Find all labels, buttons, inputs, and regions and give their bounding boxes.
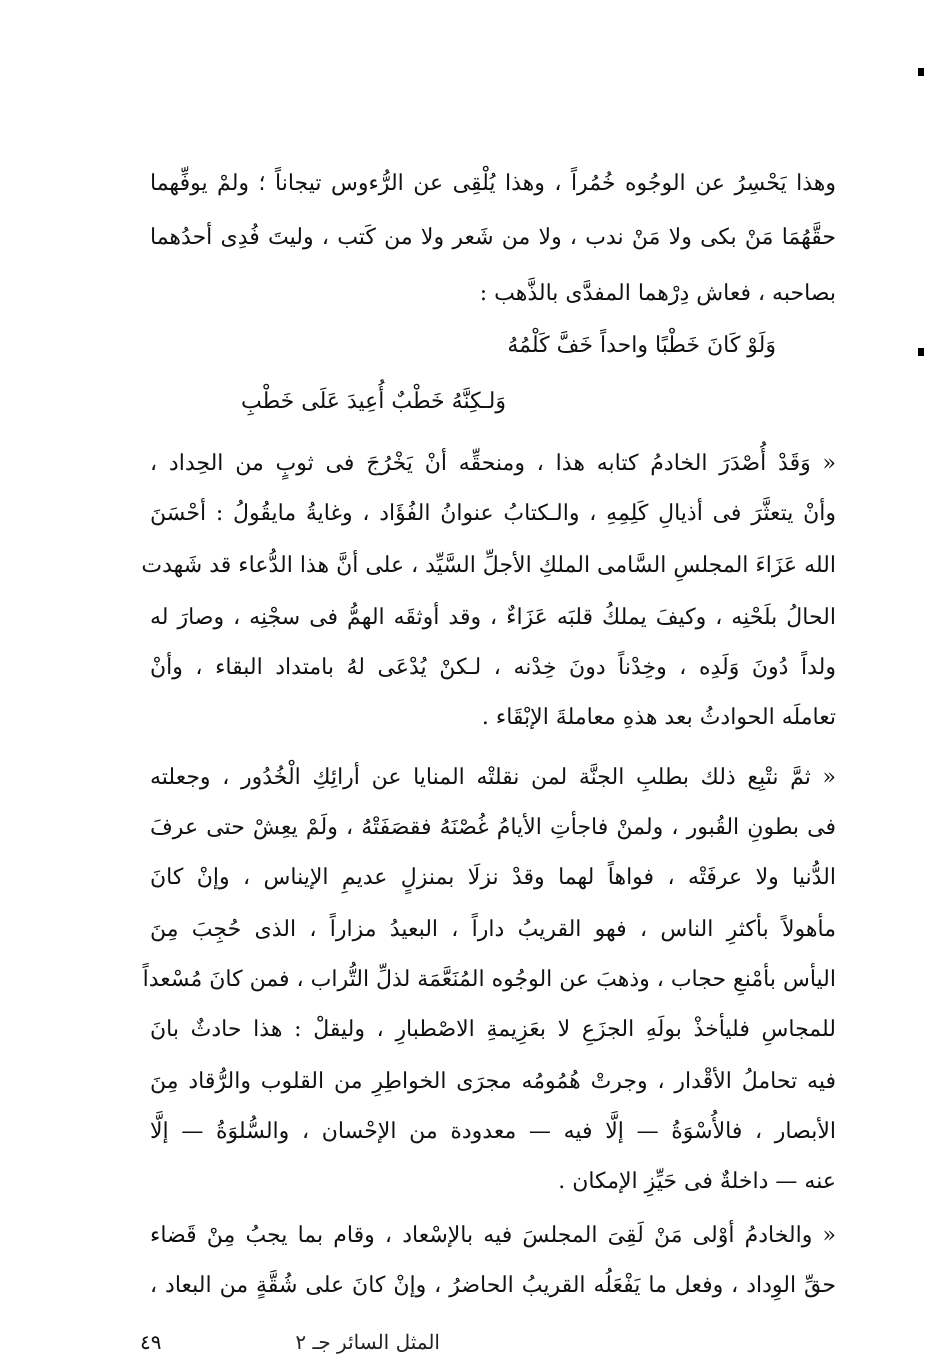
text-line: حقَّهُمَا مَنْ بكى ولا مَنْ ندب ، ولا من شَعر ولا من كَتب ، وليتَ فُدِى أحدُهما (150, 225, 836, 250)
text-line: تعاملَه الحوادثُ بعد هذهِ معاملةَ الإبْقَاء . (481, 705, 836, 730)
verse-line-2: وَلـكِنَّهُ خَطْبٌ أُعِيدَ عَلَى خَطْبِ (241, 389, 506, 414)
text-line: وهذا يَحْسِرُ عن الوجُوه خُمُراً ، وهذا يُلْقِى عن الرُّءوس تيجاناً ؛ ولمْ يوفِّهما (150, 171, 836, 196)
running-footer-title: المثل السائر جـ ٢ (295, 1330, 440, 1354)
text-line: الله عَزَاءَ المجلسِ السَّامى الملكِ الأجلِّ السَّيِّد ، على أنَّ هذا الدُّعاء قد شَهدت (141, 553, 836, 578)
text-line: الأبصار ، فالأُسْوَةُ — إلَّا فيه — معدودة من الإحْسان ، والسُّلوَةُ — إلَّا (150, 1119, 836, 1144)
text-line: الحالُ بلَحْنِه ، وكيفَ يملكُ قلبَه عَزَاءٌ ، وقد أوثقَه الهمُّ فى سجْنِه ، وصارَ له (150, 605, 836, 630)
text-line: « وَقَدْ أُصْدَرَ الخادمُ كتابه هذا ، ومنحقِّه أنْ يَخْرُجَ فى ثوبٍ من الحِداد ، (150, 451, 836, 476)
margin-mark-top (918, 68, 924, 76)
page-number: ٤٩ (140, 1330, 162, 1354)
text-line: فى بطونِ القُبور ، ولمنْ فاجأتِ الأيامُ غُصْنَهُ فقصَفَتْهُ ، ولَمْ يعِشْ حتى عرفَ (150, 815, 836, 840)
verse-line-1: وَلَوْ كَانَ خَطْبًا واحداً خَفَّ كَلْمُهُ (507, 333, 776, 358)
text-line: وأنْ يتعثَّرَ فى أذيالِ كَلِمِهِ ، والـكتابُ عنوانُ الفُؤَاد ، وغايةُ مايقُولُ : أحْسَنَ (150, 501, 836, 526)
text-line: بصاحبه ، فعاش دِرْهما المفدَّى بالذَّهب : (479, 281, 836, 306)
text-line: « والخادمُ أوْلى مَنْ لَقِىَ المجلسَ فيه بالإسْعاد ، وقام بما يجبُ مِنْ قَضاء (150, 1223, 836, 1248)
text-line: عنه — داخلةٌ فى حَيِّزِ الإمكان . (558, 1169, 836, 1194)
text-line: « ثمَّ نتْبِع ذلك بطلبِ الجنَّة لمن نقلتْه المنايا عن أرائِكِ الْخُدُور ، وجعلته (150, 765, 836, 790)
text-line: للمجاسِ فليأخذْ بولَهِ الجزَعِ لا بعَزِيمةِ الاصْطبارِ ، وليقلْ : هذا حادثٌ بانَ (150, 1017, 836, 1042)
text-line: حقِّ الوِداد ، وفعل ما يَفْعَلُه القريبُ الحاضرُ ، وإنْ كانَ على شُقَّةٍ من البعاد ، (150, 1273, 836, 1298)
text-line: مأهولاً بأكثرِ الناس ، فهو القريبُ داراً ، البعيدُ مزاراً ، الذى حُجِبَ مِنَ (150, 917, 836, 942)
text-line: اليأس بأمْنعِ حجاب ، وذهبَ عن الوجُوه المُنَعَّمَة لذلِّ التُّراب ، فمن كانَ مُسْعداً (142, 967, 836, 992)
text-line: فيه تحاملُ الأقْدار ، وجرتْ هُمُومُه مجرَى الخواطِرِ من القلوب والرُّقاد مِنَ (150, 1069, 836, 1094)
text-line: الدُّنيا ولا عرفَتْه ، فواهاً لهما وقدْ نزلَا بمنزلٍ عديمِ الإيناس ، وإنْ كانَ (150, 865, 836, 890)
text-line: ولداً دُونَ وَلَدِه ، وخِدْناً دونَ خِدْنه ، لـكنْ يُدْعَى لهُ بامتداد البقاء ، وأنْ (150, 655, 836, 680)
margin-mark-middle (918, 348, 924, 356)
